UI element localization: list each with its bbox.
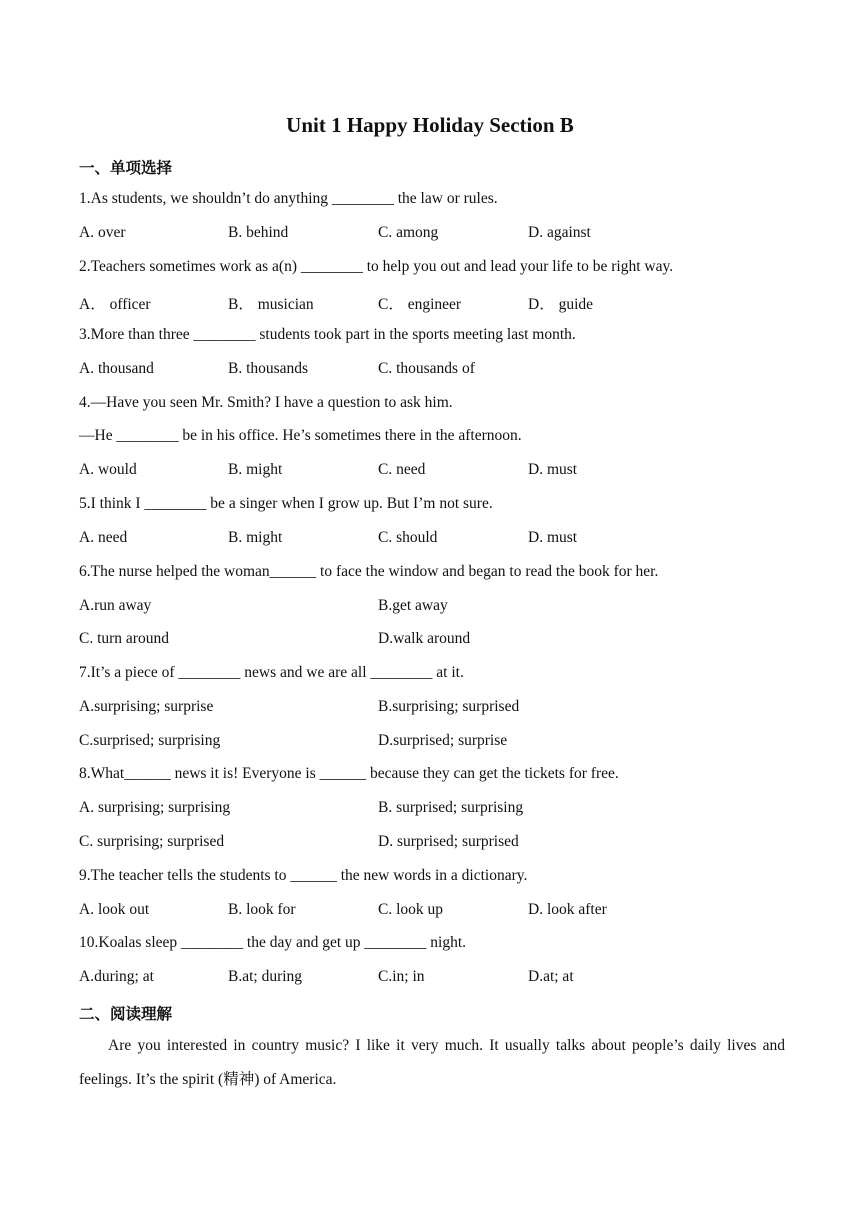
question-8-option-d: D. surprised; surprised <box>378 833 519 850</box>
question-7-option-b: B.surprising; surprised <box>378 698 520 715</box>
question-7-stem: 7.It’s a piece of ________ news and we are all ________ at it. <box>79 664 464 681</box>
question-9-option-a: A. look out <box>79 901 150 918</box>
question-1-option-c: C. among <box>378 224 439 241</box>
question-10-option-d: D.at; at <box>528 968 574 985</box>
question-10-option-b: B.at; during <box>228 968 303 985</box>
question-7-option-d: D.surprised; surprise <box>378 732 508 749</box>
question-9-option-c: C. look up <box>378 901 444 918</box>
question-1-option-d: D. against <box>528 224 591 241</box>
question-5-option-b: B. might <box>228 529 283 546</box>
question-3-option-c: C. thousands of <box>378 360 475 377</box>
question-8-option-b: B. surprised; surprising <box>378 799 524 816</box>
question-8-option-c: C. surprising; surprised <box>79 833 225 850</box>
question-9-stem: 9.The teacher tells the students to ______ the new words in a dictionary. <box>79 867 528 884</box>
question-4-option-d: D. must <box>528 461 578 478</box>
question-6-stem: 6.The nurse helped the woman______ to face the window and began to read the book for her. <box>79 563 659 580</box>
section-heading-multiple-choice: 一、单项选择 <box>79 159 173 177</box>
question-2-option-c: C． engineer <box>378 296 462 313</box>
question-3-option-a: A. thousand <box>79 360 154 377</box>
question-2-option-b: B． musician <box>228 296 314 313</box>
question-4-option-b: B. might <box>228 461 283 478</box>
question-4-option-a: A. would <box>79 461 137 478</box>
question-1-option-a: A. over <box>79 224 126 241</box>
question-3-stem: 3.More than three ________ students took part in the sports meeting last month. <box>79 326 576 343</box>
question-6-option-a: A.run away <box>79 597 152 614</box>
question-2-option-d: D． guide <box>528 296 594 313</box>
question-9-option-b: B. look for <box>228 901 296 918</box>
question-6-option-c: C. turn around <box>79 630 169 647</box>
question-5-option-c: C. should <box>378 529 438 546</box>
question-3-option-b: B. thousands <box>228 360 309 377</box>
question-10-stem: 10.Koalas sleep ________ the day and get up ________ night. <box>79 934 467 951</box>
page-title: Unit 1 Happy Holiday Section B <box>286 113 574 137</box>
question-7-option-a: A.surprising; surprise <box>79 698 214 715</box>
question-8-option-a: A. surprising; surprising <box>79 799 231 816</box>
question-2-stem: 2.Teachers sometimes work as a(n) ________ to help you out and lead your life to be right way. <box>79 258 674 275</box>
question-5-stem: 5.I think I ________ be a singer when I grow up. But I’m not sure. <box>79 495 493 512</box>
question-6-option-d: D.walk around <box>378 630 471 647</box>
question-4-option-c: C. need <box>378 461 426 478</box>
question-2-option-a: A． officer <box>79 296 151 313</box>
question-1-stem: 1.As students, we shouldn’t do anything ________ the law or rules. <box>79 190 498 207</box>
question-4-stem-reply: —He ________ be in his office. He’s sometimes there in the afternoon. <box>79 427 522 444</box>
question-8-stem: 8.What______ news it is! Everyone is ______ because they can get the tickets for free. <box>79 765 619 782</box>
question-9-option-d: D. look after <box>528 901 607 918</box>
question-5-option-a: A. need <box>79 529 128 546</box>
question-6-option-b: B.get away <box>378 597 448 614</box>
question-10-option-c: C.in; in <box>378 968 425 985</box>
reading-paragraph: Are you interested in country music? I like it very much. It usually talks about people’s daily lives and feelings. It’s the spirit (精神) of America. <box>79 1037 785 1088</box>
question-5-option-d: D. must <box>528 529 578 546</box>
question-1-option-b: B. behind <box>228 224 289 241</box>
question-4-stem: 4.—Have you seen Mr. Smith? I have a question to ask him. <box>79 394 453 411</box>
question-7-option-c: C.surprised; surprising <box>79 732 221 749</box>
section-heading-reading: 二、阅读理解 <box>79 1005 173 1023</box>
question-10-option-a: A.during; at <box>79 968 154 985</box>
